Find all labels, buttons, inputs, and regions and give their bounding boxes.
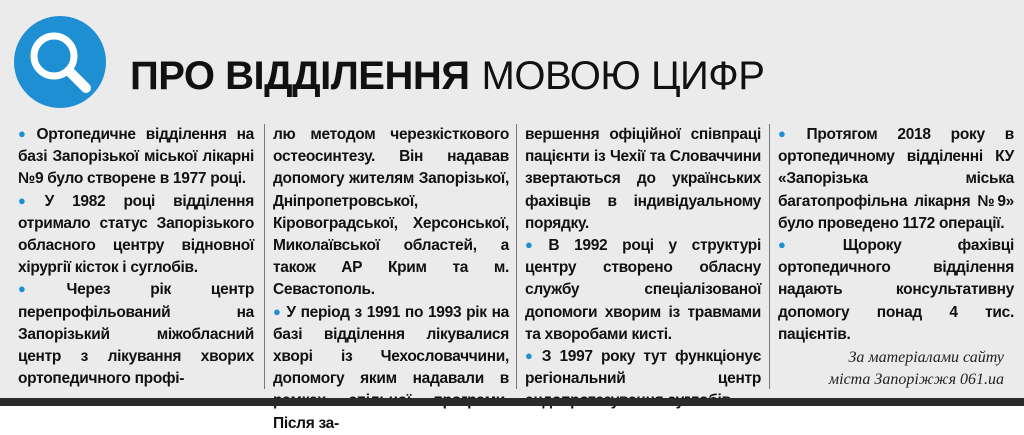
title-bold: ПРО ВІДДІЛЕННЯ	[130, 54, 470, 98]
page-title	[130, 48, 990, 104]
paragraph: ● Через рік центр перепрофільований на Запорізький міжобласний центр з лікування хворих ортопедичного профі-	[18, 279, 254, 390]
source-line-2: міста Запоріжжя 061.ua	[828, 371, 1004, 388]
paragraph: ● Ортопедичне відділення на базі Запорізької міської лікарні №9 було створене в 1977 році.	[18, 124, 254, 191]
paragraph: ● У період з 1991 по 1993 рік на базі відділення лікувалися хворі із Чехословаччини, допомогу яким надавали в Після за-	[273, 302, 509, 435]
paragraph: ● У 1982 році відділення отримало статус Запорізького обласного центру відновної хірургії кісток і суглобів.	[18, 191, 254, 280]
column-divider	[264, 124, 265, 389]
paragraph: лю методом черезкісткового остеосинтезу. Він надавав допомогу жителям Запорізької, Дніпропетровської, Кіровоградської, Херсонської, Миколаївської областей, а також АР Крим та м. Севастополь.	[273, 126, 509, 299]
text-column-1	[18, 124, 254, 394]
text-column-3	[525, 124, 761, 394]
paragraph: ● Щороку фахівці ортопедичного відділення надають консультативну допомогу понад 4 тис. пацієнтів.	[778, 235, 1014, 346]
bottom-rule	[0, 398, 1024, 406]
text-column-2	[273, 124, 509, 432]
source-credit	[764, 347, 1004, 391]
paragraph: ● Протягом 2018 року в ортопедичному відділенні КУ «Запорізька міська багатопрофільна лікарня №9» було проведено 1172 операції.	[778, 124, 1014, 235]
paragraph: ● В 1992 році у структурі центру створено обласну службу спеціалізованої допомоги хворим із травмами та хворобами кисті.	[525, 235, 761, 346]
column-divider	[516, 124, 517, 389]
paragraph: вершення офіційної співпраці пацієнти із Чехії та Словаччини звертаються до українських фахівців в індивідуальному порядку.	[525, 126, 761, 232]
search-badge	[14, 16, 106, 108]
source-line-1: За матеріалами сайту	[848, 349, 1004, 366]
title-light: МОВОЮ ЦИФР	[481, 54, 765, 98]
paragraph: ● З 1997 року тут функціонує регіональний центр	[525, 346, 761, 413]
search-icon	[14, 16, 106, 108]
